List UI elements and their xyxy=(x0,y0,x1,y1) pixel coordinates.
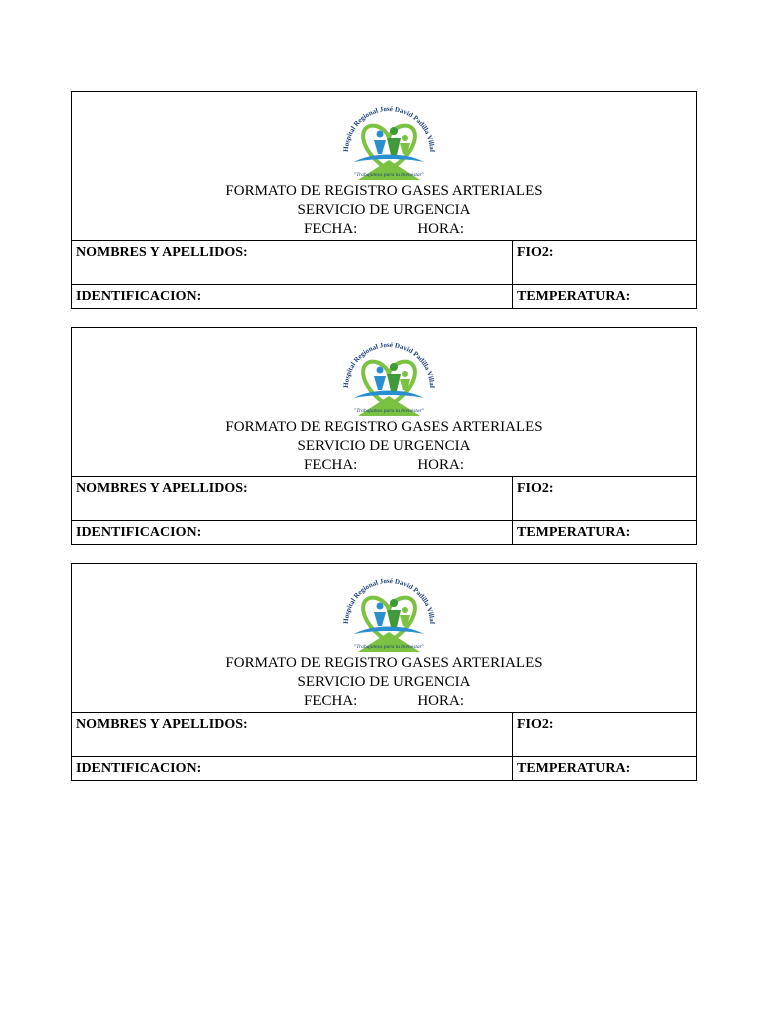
form-title: FORMATO DE REGISTRO GASES ARTERIALES xyxy=(225,419,543,435)
identificacion-field[interactable] xyxy=(72,757,513,780)
svg-text:Hospital Regional José David P: Hospital Regional José David Padilla Villaf xyxy=(341,576,437,625)
form-card-1 xyxy=(71,91,697,309)
hora-label: HORA: xyxy=(417,693,464,709)
hospital-logo-icon xyxy=(336,572,442,660)
row-nombres xyxy=(72,713,696,756)
svg-text:"Trabajamos para tu bienestar": "Trabajamos para tu bienestar" xyxy=(353,644,425,650)
nombres-field[interactable] xyxy=(72,477,513,520)
identificacion-label: IDENTIFICACION: xyxy=(76,289,202,304)
hora-label: HORA: xyxy=(417,221,464,237)
row-identificacion xyxy=(72,284,696,308)
form-title: FORMATO DE REGISTRO GASES ARTERIALES xyxy=(225,183,543,199)
fio2-label: FIO2: xyxy=(517,245,554,260)
nombres-field[interactable] xyxy=(72,713,513,756)
svg-text:"Trabajamos para tu bienestar": "Trabajamos para tu bienestar" xyxy=(353,408,425,414)
fio2-field[interactable] xyxy=(513,713,696,756)
fecha-label: FECHA: xyxy=(303,457,358,473)
form-header xyxy=(72,564,696,713)
fecha-label: FECHA: xyxy=(303,221,358,237)
fio2-field[interactable] xyxy=(513,241,696,284)
temperatura-label: TEMPERATURA: xyxy=(517,525,631,540)
date-time-line xyxy=(72,692,696,711)
svg-text:"Trabajamos para tu bienestar": "Trabajamos para tu bienestar" xyxy=(353,172,425,178)
nombres-field[interactable] xyxy=(72,241,513,284)
row-nombres xyxy=(72,477,696,520)
identificacion-field[interactable] xyxy=(72,285,513,308)
row-identificacion xyxy=(72,520,696,544)
form-subtitle: SERVICIO DE URGENCIA xyxy=(297,438,471,454)
form-header xyxy=(72,328,696,477)
form-header xyxy=(72,92,696,241)
form-subtitle: SERVICIO DE URGENCIA xyxy=(297,674,471,690)
hospital-logo-icon xyxy=(336,100,442,188)
temperatura-field[interactable] xyxy=(513,285,696,308)
nombres-label: NOMBRES Y APELLIDOS: xyxy=(76,717,248,732)
row-nombres xyxy=(72,241,696,284)
temperatura-label: TEMPERATURA: xyxy=(517,761,631,776)
fio2-label: FIO2: xyxy=(517,481,554,496)
identificacion-field[interactable] xyxy=(72,521,513,544)
svg-text:Hospital Regional José David P: Hospital Regional José David Padilla Villaf xyxy=(341,340,437,389)
form-subtitle: SERVICIO DE URGENCIA xyxy=(297,202,471,218)
fio2-label: FIO2: xyxy=(517,717,554,732)
identificacion-label: IDENTIFICACION: xyxy=(76,761,202,776)
temperatura-field[interactable] xyxy=(513,521,696,544)
hora-label: HORA: xyxy=(417,457,464,473)
form-card-2 xyxy=(71,327,697,545)
nombres-label: NOMBRES Y APELLIDOS: xyxy=(76,481,248,496)
temperatura-label: TEMPERATURA: xyxy=(517,289,631,304)
row-identificacion xyxy=(72,756,696,780)
temperatura-field[interactable] xyxy=(513,757,696,780)
hospital-logo-icon xyxy=(336,336,442,424)
fecha-label: FECHA: xyxy=(303,693,358,709)
date-time-line xyxy=(72,456,696,475)
fio2-field[interactable] xyxy=(513,477,696,520)
nombres-label: NOMBRES Y APELLIDOS: xyxy=(76,245,248,260)
identificacion-label: IDENTIFICACION: xyxy=(76,525,202,540)
svg-text:Hospital Regional José David P: Hospital Regional José David Padilla Villaf xyxy=(341,104,437,153)
form-title: FORMATO DE REGISTRO GASES ARTERIALES xyxy=(225,655,543,671)
form-card-3 xyxy=(71,563,697,781)
date-time-line xyxy=(72,220,696,239)
